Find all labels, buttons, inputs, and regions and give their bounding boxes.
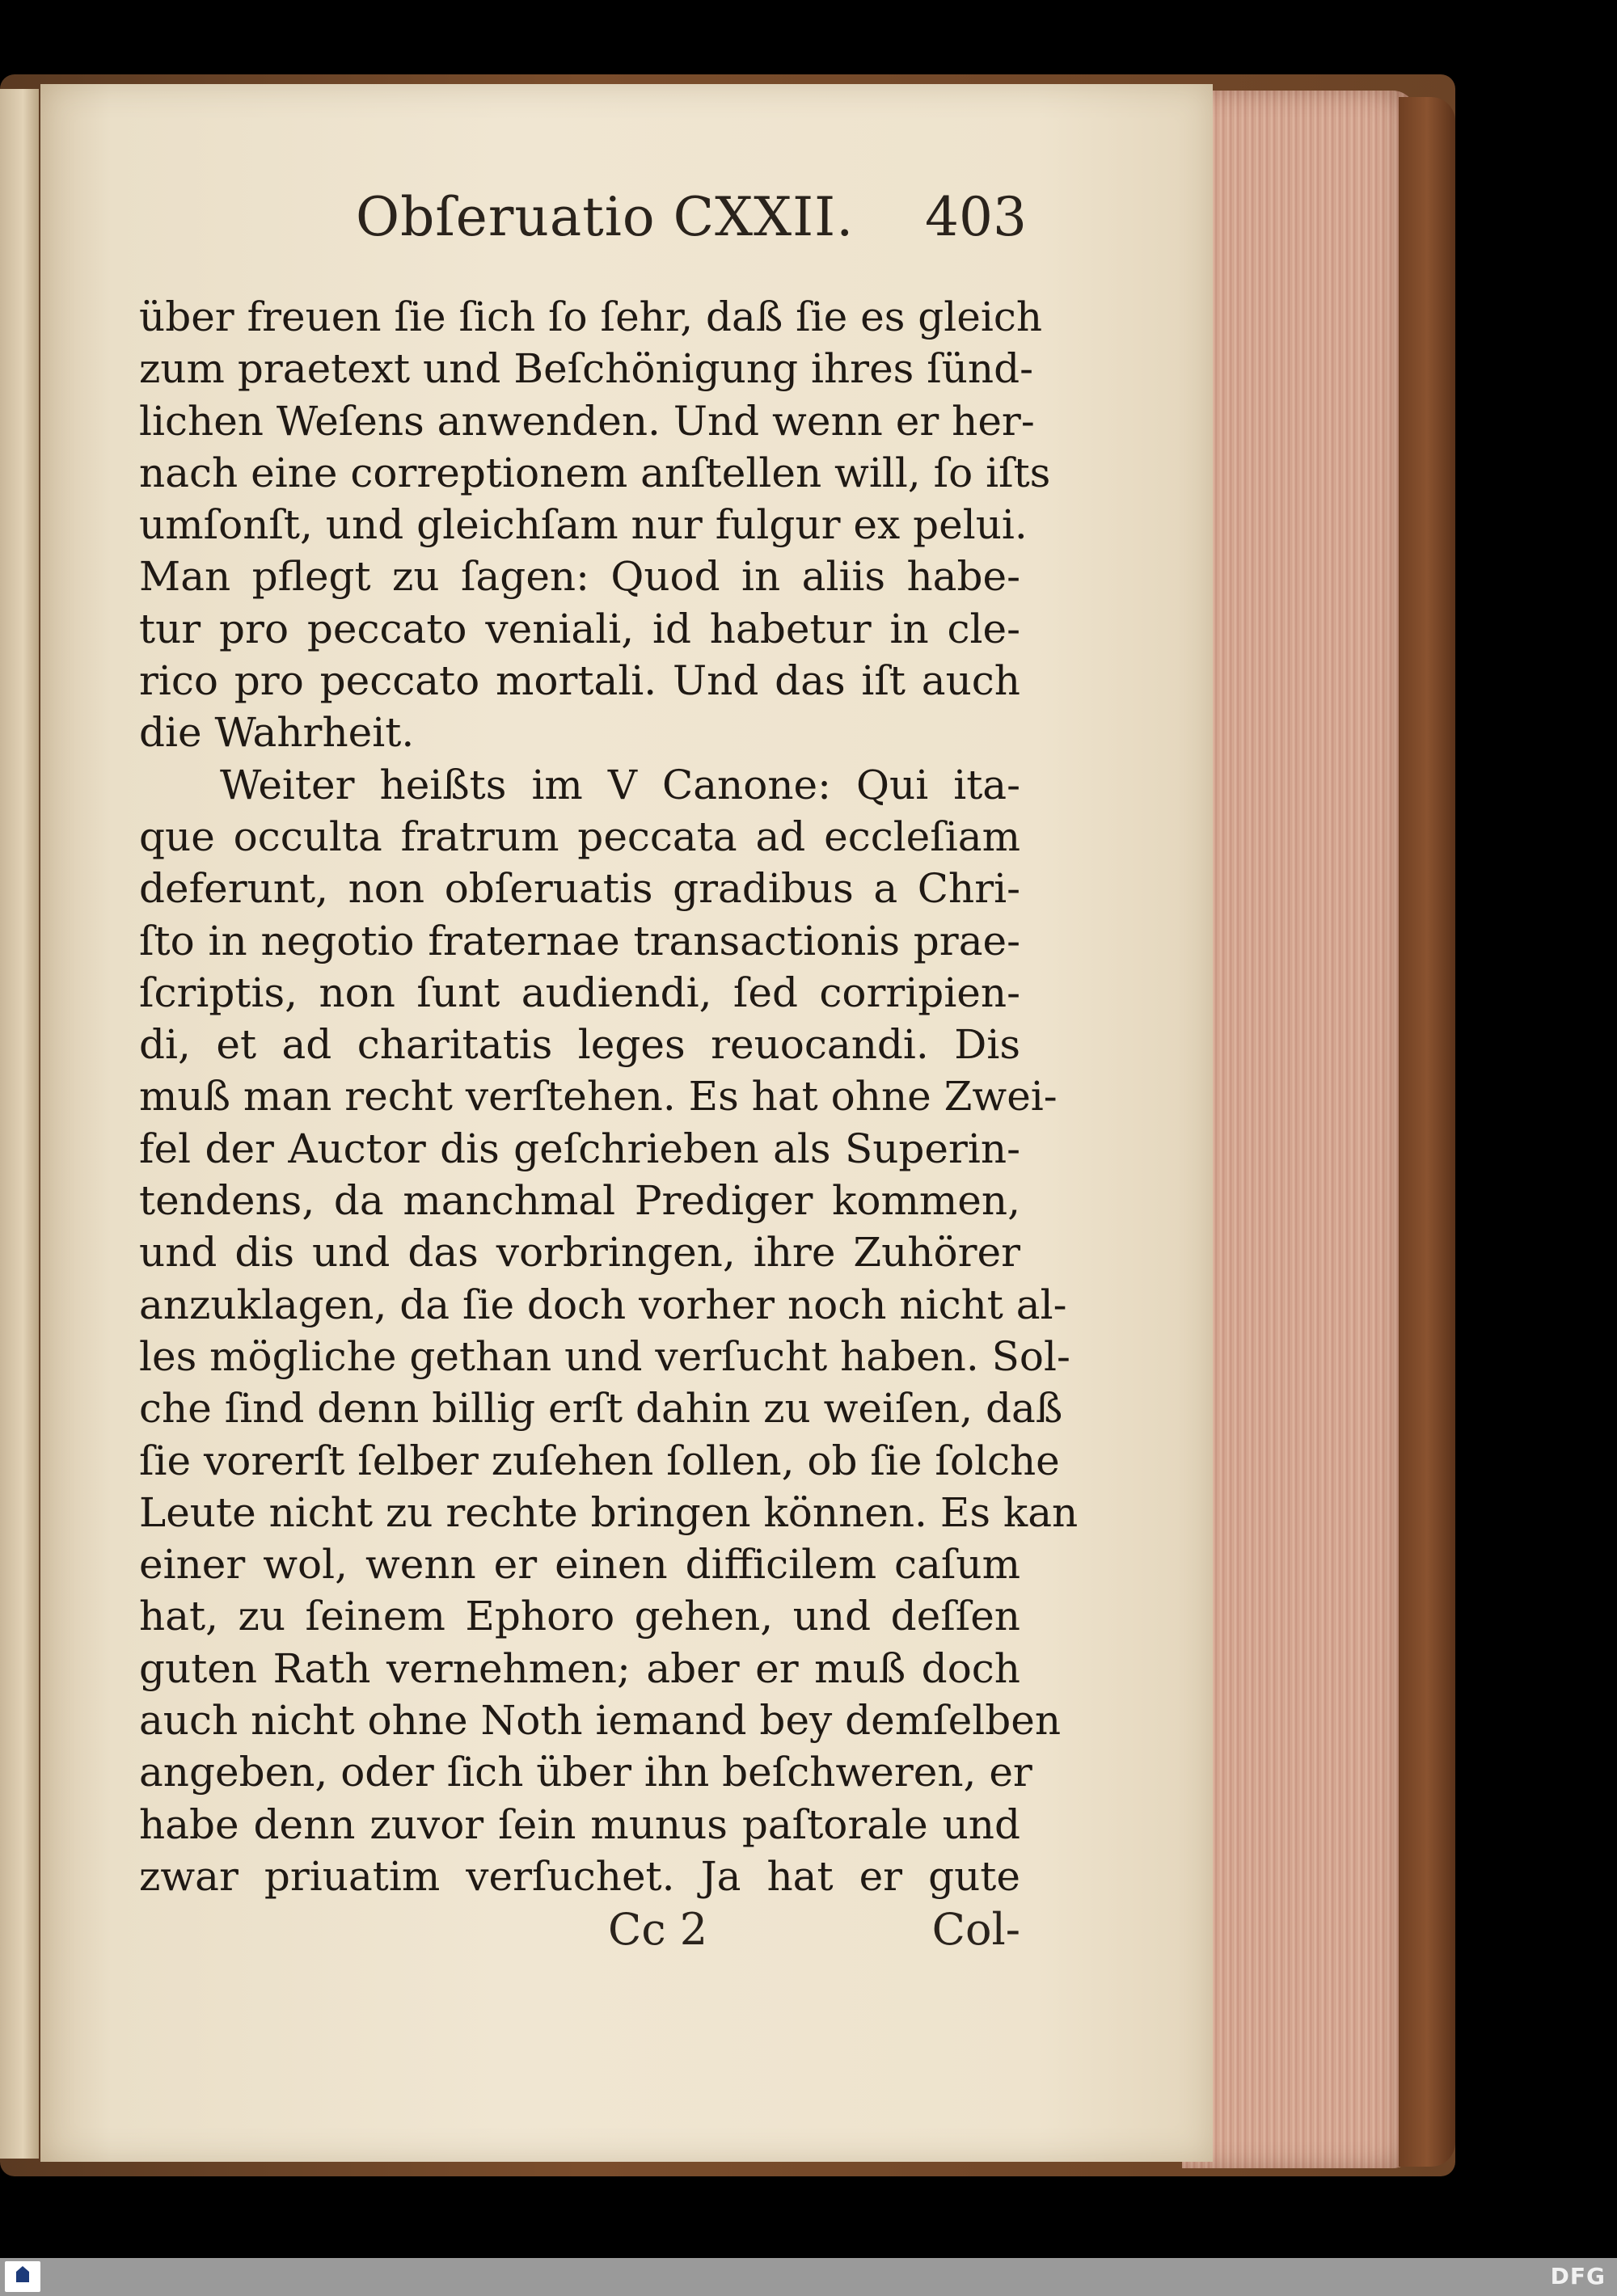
text-line: hat, zu ſeinem Ephoro gehen, und deſſen bbox=[139, 1593, 1020, 1640]
text-line: zwar priuatim verſuchet. Ja hat er gute bbox=[139, 1852, 1020, 1900]
library-logo-icon bbox=[5, 2261, 40, 2292]
text-line: Leute nicht zu rechte bringen können. Es kan bbox=[139, 1488, 1079, 1536]
text-line: anzuklagen, da ſie doch vorher noch nicht al- bbox=[139, 1281, 1067, 1328]
catchword: Col- bbox=[931, 1904, 1020, 1955]
text-line: guten Rath vernehmen; aber er muß doch bbox=[139, 1644, 1020, 1692]
page-footer bbox=[139, 1904, 1020, 1969]
text-line: que occulta fratrum peccata ad eccleſiam bbox=[139, 812, 1020, 860]
text-line: deferunt, non obſeruatis gradibus a Chri- bbox=[139, 865, 1020, 913]
facing-page-edge bbox=[0, 89, 39, 2159]
text-line: ſie vorerſt ſelber zuſehen ſollen, ob ſie ſolche bbox=[139, 1437, 1060, 1484]
signature-mark: Cc 2 bbox=[608, 1904, 708, 1955]
text-line: auch nicht ohne Noth iemand bey demſelben bbox=[139, 1697, 1062, 1745]
text-line: angeben, oder ſich über ihn beſchweren, er bbox=[139, 1749, 1032, 1796]
text-line: fel der Auctor dis geſchrieben als Superin- bbox=[139, 1125, 1020, 1172]
text-line: über freuen ſie ſich ſo ſehr, daß ſie es gleich bbox=[139, 293, 1043, 340]
text-line: umſonſt, und gleichſam nur fulgur ex pelui. bbox=[139, 501, 1028, 549]
text-line: zum praetext und Beſchönigung ihres ſünd- bbox=[139, 345, 1034, 393]
dfg-logo: DFG bbox=[1550, 2263, 1606, 2290]
text-line: rico pro peccato mortali. Und das iſt auch bbox=[139, 657, 1020, 705]
text-line: Weiter heißts im V Canone: Qui ita- bbox=[220, 761, 1020, 808]
text-line: einer wol, wenn er einen difficilem caſum bbox=[139, 1541, 1020, 1589]
text-line: che ſind denn billig erſt dahin zu weiſen, daß bbox=[139, 1385, 1063, 1433]
text-line: ſcriptis, non ſunt audiendi, ſed corripien- bbox=[139, 969, 1020, 1016]
text-line: tur pro peccato veniali, id habetur in cle- bbox=[139, 605, 1020, 652]
page-header bbox=[356, 186, 1027, 259]
text-line: nach eine correptionem anſtellen will, ſo iſts bbox=[139, 449, 1051, 496]
text-line: Man pflegt zu ſagen: Quod in aliis habe- bbox=[139, 553, 1020, 601]
text-line: ſto in negotio fraternae transactionis prae- bbox=[139, 917, 1020, 964]
text-line: di, et ad charitatis leges reuocandi. Dis bbox=[139, 1021, 1020, 1069]
viewer-bottom-bar bbox=[0, 2258, 1617, 2296]
text-line: habe denn zuvor ſein munus paſtorale und bbox=[139, 1800, 1020, 1848]
text-line: die Wahrheit. bbox=[139, 709, 415, 757]
page-number: 403 bbox=[925, 186, 1027, 248]
library-emblem-icon bbox=[16, 2266, 29, 2282]
text-line: lichen Weſens anwenden. Und wenn er her- bbox=[139, 397, 1035, 445]
text-line: tendens, da manchmal Prediger kommen, bbox=[139, 1177, 1020, 1225]
text-line: les mögliche gethan und verſucht haben. Sol- bbox=[139, 1332, 1070, 1380]
running-title: Obſeruatio CXXII. bbox=[356, 186, 855, 248]
binding-edge bbox=[1399, 97, 1455, 2167]
page-text bbox=[139, 291, 1079, 1902]
text-line: und dis und das vorbringen, ihre Zuhörer bbox=[139, 1229, 1020, 1277]
text-line: muß man recht verſtehen. Es hat ohne Zwei- bbox=[139, 1073, 1058, 1121]
page-block-edge bbox=[1182, 91, 1416, 2168]
